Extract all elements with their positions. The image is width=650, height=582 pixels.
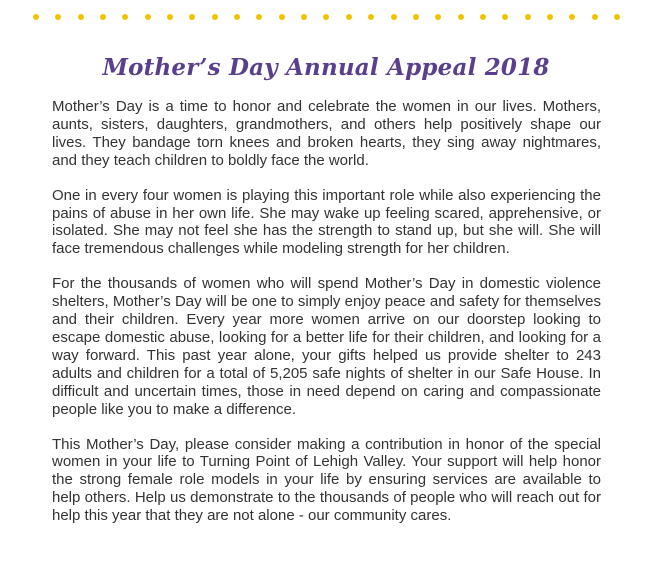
dot-icon	[234, 14, 240, 20]
dot-icon	[189, 14, 195, 20]
dot-icon	[525, 14, 531, 20]
dot-icon	[569, 14, 575, 20]
dot-icon	[435, 14, 441, 20]
appeal-body	[52, 98, 601, 542]
dot-icon	[368, 14, 374, 20]
dot-icon	[614, 14, 620, 20]
paragraph-call-to-action: This Mother’s Day, please consider making a contribution in honor of the special women in your life to Turning Point of Lehigh Valley. Your support will help honor the strong female role models in your life by ensuring services are available to help others. Help us demonstrate to the thousands of people who will reach out for help this year that they are not alone - our community cares.	[52, 435, 601, 525]
dot-icon	[167, 14, 173, 20]
paragraph-intro: Mother’s Day is a time to honor and celebrate the women in our lives. Mothers, aunts, sisters, daughters, grandmothers, and others help positively shape our lives. They bandage torn knees and broken hearts, they sing away nightmares, and they teach children to boldly face the world.	[52, 98, 601, 169]
paragraph-shelters: For the thousands of women who will spend Mother’s Day in domestic violence shelters, Mother’s Day will be one to simply enjoy peace and safety for themselves and their children. Every year more women arrive on our doorstep looking to escape domestic abuse, looking for a better life for their children, and looking for a way forward. This past year alone, your gifts helped us provide shelter to 243 adults and children for a total of 5,205 safe nights of shelter in our Safe House. In difficult and uncertain times, those in need depend on caring and compassionate people like you to make a difference.	[52, 275, 601, 418]
dot-icon	[256, 14, 262, 20]
dot-icon	[145, 14, 151, 20]
dot-icon	[458, 14, 464, 20]
paragraph-abuse: One in every four women is playing this important role while also experiencing the pains of abuse in her own life. She may wake up feeling scared, apprehensive, or isolated. She may not feel she has the strength to stand up, but she will. She will face tremendous challenges while modeling strength for her children.	[52, 186, 601, 258]
decorative-dot-border	[33, 12, 620, 22]
dot-icon	[279, 14, 285, 20]
dot-icon	[480, 14, 486, 20]
dot-icon	[212, 14, 218, 20]
page-title: Mother’s Day Annual Appeal 2018	[102, 54, 550, 81]
dot-icon	[100, 14, 106, 20]
dot-icon	[413, 14, 419, 20]
dot-icon	[78, 14, 84, 20]
dot-icon	[323, 14, 329, 20]
dot-icon	[55, 14, 61, 20]
dot-icon	[547, 14, 553, 20]
dot-icon	[346, 14, 352, 20]
dot-icon	[301, 14, 307, 20]
dot-icon	[592, 14, 598, 20]
dot-icon	[122, 14, 128, 20]
dot-icon	[502, 14, 508, 20]
dot-icon	[33, 14, 39, 20]
dot-icon	[391, 14, 397, 20]
